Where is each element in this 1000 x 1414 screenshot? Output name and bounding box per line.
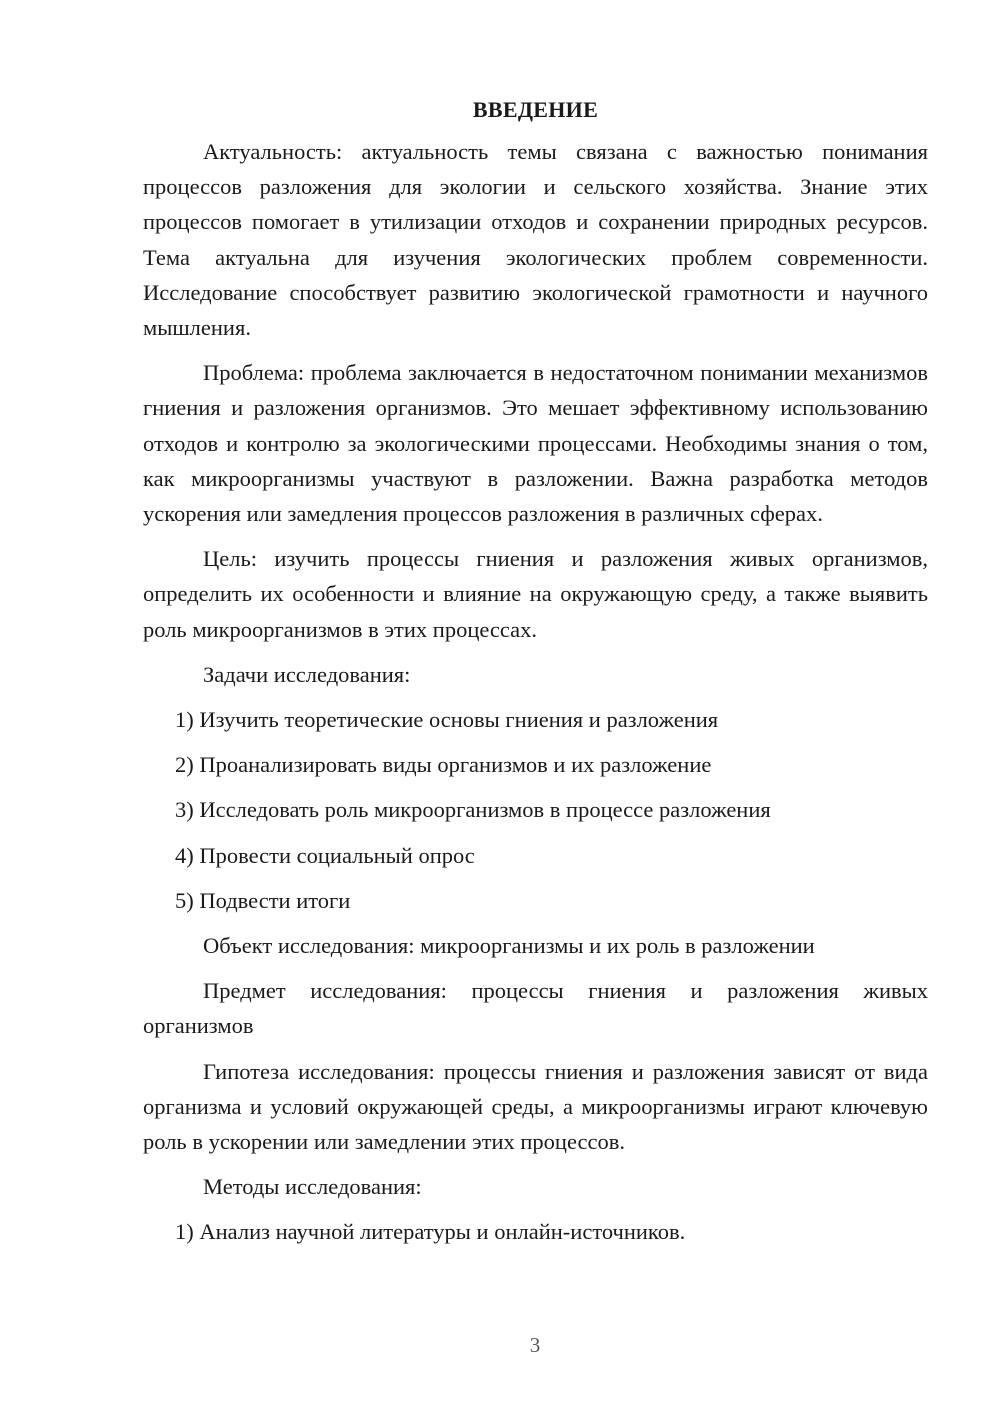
task-item: 2) Проанализировать виды организмов и их разложение	[175, 752, 712, 778]
task-item: 1) Изучить теоретические основы гниения и разложения	[175, 707, 719, 733]
problem-paragraph: Проблема: проблема заключается в недостаточном понимании механизмов гниения и разложения организмов. Это мешает эффективному использованию отходов и контролю за экологическими процессами. Необходимы знания о том, как микроорганизмы участвуют в разложении. Важна разработка методов ускорения или замедления процессов разложения в различных сферах.	[143, 360, 928, 527]
subject-paragraph: Предмет исследования: процессы гниения и разложения живых организмов	[143, 978, 928, 1039]
section-title: ВВЕДЕНИЕ	[472, 97, 599, 122]
page-number: 3	[529, 1333, 541, 1357]
task-item: 3) Исследовать роль микроорганизмов в процессе разложения	[175, 797, 771, 823]
relevance-paragraph: Актуальность: актуальность темы связана с важностью понимания процессов разложения для экологии и сельского хозяйства. Знание этих процессов помогает в утилизации отходов и сохранении природных ресурсов. Тема актуальна для изучения экологических проблем современности. Исследование способствует развитию экологической грамотности и научного мышления.	[143, 139, 928, 341]
task-item: 5) Подвести итоги	[175, 887, 351, 913]
methods-heading: Методы исследования:	[203, 1174, 422, 1200]
hypothesis-paragraph: Гипотеза исследования: процессы гниения и разложения зависят от вида организма и условий окружающей среды, а микроорганизмы играют ключевую роль в ускорении или замедлении этих процессов.	[143, 1058, 928, 1155]
tasks-heading: Задачи исследования:	[203, 661, 411, 687]
task-item: 4) Провести социальный опрос	[175, 842, 475, 868]
object-paragraph: Объект исследования: микроорганизмы и их роль в разложении	[203, 933, 815, 959]
method-item: 1) Анализ научной литературы и онлайн-источников.	[175, 1219, 686, 1245]
document-page	[143, 88, 928, 1260]
goal-paragraph: Цель: изучить процессы гниения и разложения живых организмов, определить их особенности и влияние на окружающую среду, а также выявить роль микроорганизмов в этих процессах.	[143, 546, 928, 642]
